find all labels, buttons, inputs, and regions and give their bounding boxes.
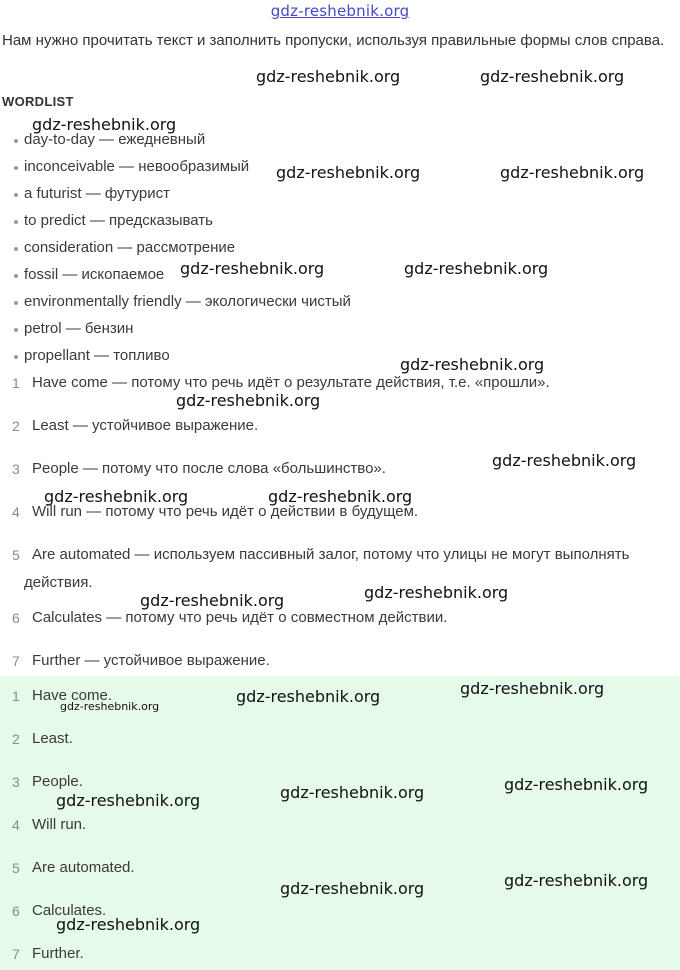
answer-text: Calculates.: [32, 902, 107, 919]
explanation-text: Calculates — потому что речь идёт о совместном действии.: [32, 609, 448, 626]
answer-number: 4: [12, 817, 20, 833]
answer-number: 2: [12, 731, 20, 747]
watermark: gdz-reshebnik.org: [276, 163, 421, 182]
watermark: gdz-reshebnik.org: [280, 783, 425, 802]
wordlist-item: petrol — бензин: [24, 320, 134, 337]
watermark: gdz-reshebnik.org: [56, 915, 201, 934]
answer-text: Have come.: [32, 687, 113, 704]
wordlist-item: a futurist — футурист: [24, 185, 170, 202]
explanation-text: Further — устойчивое выражение.: [32, 652, 270, 669]
explanation-number: 4: [12, 504, 20, 520]
explanation-text: People — потому что после слова «большинство».: [32, 460, 386, 477]
explanation-number: 1: [12, 375, 20, 391]
watermark: gdz-reshebnik.org: [492, 451, 637, 470]
explanation-number: 6: [12, 610, 20, 626]
watermark: gdz-reshebnik.org: [504, 871, 649, 890]
watermark: gdz-reshebnik.org: [504, 775, 649, 794]
explanation-text: Will run — потому что речь идёт о действии в будущем.: [32, 503, 419, 520]
wordlist-item: inconceivable — невообразимый: [24, 158, 250, 175]
watermark: gdz-reshebnik.org: [400, 355, 545, 374]
answer-text: Least.: [32, 730, 73, 747]
explanation-number: 3: [12, 461, 20, 477]
watermark: gdz-reshebnik.org: [180, 259, 325, 278]
watermark: gdz-reshebnik.org: [500, 163, 645, 182]
task-intro: Нам нужно прочитать текст и заполнить пропуски, используя правильные формы слов справа.: [2, 32, 665, 49]
watermark: gdz-reshebnik.org: [32, 115, 177, 134]
answer-text: Further.: [32, 945, 84, 962]
site-header-link[interactable]: gdz-reshebnik.org: [270, 2, 410, 20]
explanation-number: 7: [12, 653, 20, 669]
wordlist-item: day-to-day — ежедневный: [24, 131, 206, 148]
watermark: gdz-reshebnik.org: [404, 259, 549, 278]
wordlist-item: fossil — ископаемое: [24, 266, 165, 283]
watermark: gdz-reshebnik.org: [460, 679, 605, 698]
wordlist-title: WORDLIST: [2, 94, 74, 109]
watermark: gdz-reshebnik.org: [176, 391, 321, 410]
answer-number: 3: [12, 774, 20, 790]
watermark: gdz-reshebnik.org: [236, 687, 381, 706]
wordlist-item: to predict — предсказывать: [24, 212, 213, 229]
watermark: gdz-reshebnik.org: [364, 583, 509, 602]
explanation-number: 5: [12, 547, 20, 563]
wordlist-item: propellant — топливо: [24, 347, 170, 364]
answer-text: People.: [32, 773, 83, 790]
answer-number: 6: [12, 903, 20, 919]
answer-text: Will run.: [32, 816, 87, 833]
answer-number: 1: [12, 688, 20, 704]
watermark: gdz-reshebnik.org: [44, 487, 189, 506]
answer-text: Are automated.: [32, 859, 135, 876]
watermark: gdz-reshebnik.org: [280, 879, 425, 898]
watermark: gdz-reshebnik.org: [60, 700, 160, 713]
watermark: gdz-reshebnik.org: [480, 67, 625, 86]
wordlist-item: environmentally friendly — экологически чистый: [24, 293, 351, 310]
answer-number: 5: [12, 860, 20, 876]
explanation-number: 2: [12, 418, 20, 434]
wordlist-item: consideration — рассмотрение: [24, 239, 236, 256]
answer-number: 7: [12, 946, 20, 962]
watermark: gdz-reshebnik.org: [256, 67, 401, 86]
watermark: gdz-reshebnik.org: [56, 791, 201, 810]
watermark: gdz-reshebnik.org: [268, 487, 413, 506]
watermark: gdz-reshebnik.org: [140, 591, 285, 610]
explanation-text: Least — устойчивое выражение.: [32, 417, 259, 434]
explanation-text: Are automated — используем пассивный залог, потому что улицы не могут выполнять действия.: [24, 546, 630, 591]
explanation-text: Have come — потому что речь идёт о результате действия, т.е. «прошли».: [32, 374, 550, 391]
